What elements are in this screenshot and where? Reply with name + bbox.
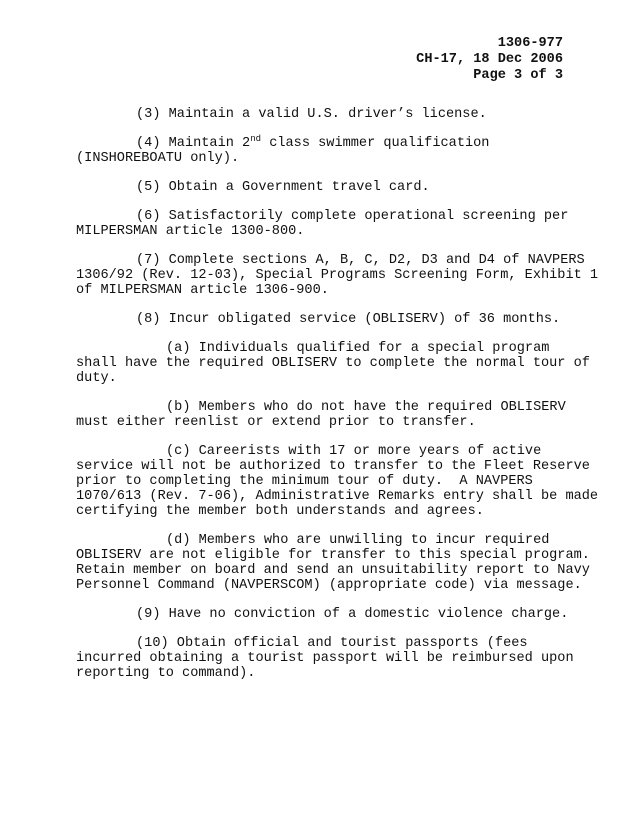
paragraph-line: (c) Careerists with 17 or more years of active <box>166 444 542 459</box>
paragraph-line: 1070/613 (Rev. 7-06), Administrative Remarks entry shall be made <box>76 489 599 504</box>
paragraph-4 <box>76 136 566 166</box>
paragraph-line: (3) Maintain a valid U.S. driver’s license. <box>136 107 487 122</box>
paragraph-line: (d) Members who are unwilling to incur required <box>166 533 550 548</box>
page-header <box>416 36 563 84</box>
paragraph-line: duty. <box>76 371 117 386</box>
paragraph-line: (7) Complete sections A, B, C, D2, D3 and D4 of NAVPERS <box>136 253 585 268</box>
paragraph-line: (5) Obtain a Government travel card. <box>136 180 430 195</box>
paragraph-7 <box>76 253 599 298</box>
paragraph-8 <box>76 312 566 327</box>
paragraph-line: MILPERSMAN article 1300-800. <box>76 224 305 239</box>
paragraph-9 <box>76 607 569 622</box>
superscript: nd <box>250 134 262 144</box>
paragraph-8d <box>76 533 590 593</box>
paragraph-6 <box>76 209 569 239</box>
paragraph-line: prior to completing the minimum tour of duty. A NAVPERS <box>76 474 533 489</box>
paragraph-line: service will not be authorized to transfer to the Fleet Reserve <box>76 459 590 474</box>
paragraph-line: certifying the member both understands and agrees. <box>76 504 484 519</box>
paragraph-line: Personnel Command (NAVPERSCOM) (appropriate code) via message. <box>76 578 582 593</box>
paragraph-line: (INSHOREBOATU only). <box>76 151 240 166</box>
paragraph-5 <box>76 180 566 195</box>
paragraph-line: (8) Incur obligated service (OBLISERV) of 36 months. <box>136 312 561 327</box>
paragraph-line: incurred obtaining a tourist passport will be reimbursed upon <box>76 651 574 666</box>
paragraph-line: Retain member on board and send an unsuitability report to Navy <box>76 563 590 578</box>
paragraph-line: 1306/92 (Rev. 12-03), Special Programs Screening Form, Exhibit 1 <box>76 268 599 283</box>
paragraph-line: shall have the required OBLISERV to complete the normal tour of <box>76 356 590 371</box>
paragraph-line: reporting to command). <box>76 666 256 681</box>
document-number: 1306-977 <box>497 36 563 51</box>
paragraph-line: (b) Members who do not have the required OBLISERV <box>166 400 566 415</box>
paragraph-10 <box>76 636 574 681</box>
paragraph-line: (10) Obtain official and tourist passports (fees <box>136 636 528 651</box>
document-body <box>76 107 599 695</box>
paragraph-8b <box>76 400 566 430</box>
page-number: Page 3 of 3 <box>473 68 563 83</box>
paragraph-line: (6) Satisfactorily complete operational screening per <box>136 209 569 224</box>
paragraph-line: of MILPERSMAN article 1306-900. <box>76 283 329 298</box>
paragraph-line <box>76 136 566 151</box>
paragraph-8c <box>76 444 599 519</box>
change-date: CH-17, 18 Dec 2006 <box>416 52 563 67</box>
paragraph-line: (a) Individuals qualified for a special program <box>166 341 550 356</box>
line-text: (4) Maintain 2 <box>136 136 251 151</box>
paragraph-line: must either reenlist or extend prior to transfer. <box>76 415 476 430</box>
paragraph-3 <box>76 107 566 122</box>
line-text: class swimmer qualification <box>261 136 490 151</box>
paragraph-line: (9) Have no conviction of a domestic violence charge. <box>136 607 569 622</box>
paragraph-8a <box>76 341 590 386</box>
paragraph-line: OBLISERV are not eligible for transfer to this special program. <box>76 548 590 563</box>
